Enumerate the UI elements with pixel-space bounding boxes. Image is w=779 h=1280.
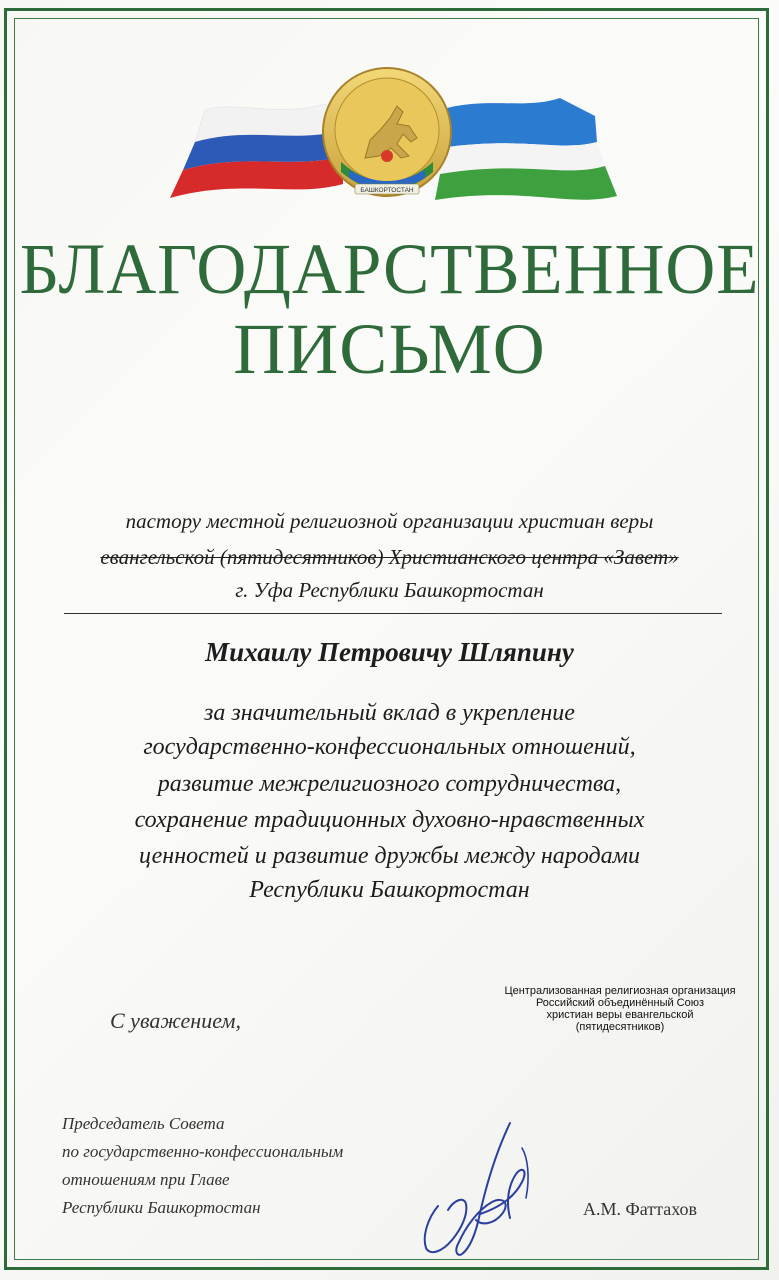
- merit-line-3: развитие межрелигиозного сотрудничества,: [157, 771, 622, 797]
- handwritten-signature: [418, 1118, 553, 1258]
- merit-line-2: государственно-конфессиональных отношений,: [143, 734, 636, 760]
- document-title-line1: БЛАГОДАРСТВЕННОЕ: [19, 229, 760, 309]
- recipient-position-line3: г. Уфа Республики Башкортостан: [235, 578, 544, 602]
- svg-text:БАШКОРТОСТАН: БАШКОРТОСТАН: [360, 187, 414, 194]
- merit-line-6: Республики Башкортостан: [249, 877, 530, 903]
- signer-title-line-4: Республики Башкортостан: [62, 1198, 261, 1217]
- bashkortostan-flag-icon: [435, 98, 617, 200]
- organization-note: [480, 985, 760, 1033]
- separator-line: [64, 613, 722, 614]
- signer-name: А.М. Фаттахов: [583, 1199, 698, 1219]
- organization-note-line-3: христиан веры евангельской: [546, 1009, 694, 1021]
- russia-flag-icon: [170, 104, 343, 198]
- merit-line-1: за значительный вклад в укрепление: [204, 700, 575, 726]
- signer-title-line-1: Председатель Совета: [62, 1114, 225, 1133]
- organization-note-line-2: Российский объединённый Союз: [535, 997, 705, 1009]
- recipient-position-line2: [0, 545, 779, 570]
- organization-note-line-1: Централизованная религиозная организация: [504, 985, 736, 997]
- closing-text: С уважением,: [110, 1008, 241, 1033]
- recipient-name: Михаилу Петровичу Шляпину: [205, 637, 574, 667]
- organization-note-line-4: (пятидесятников): [575, 1021, 665, 1033]
- document-title-line2: ПИСЬМО: [233, 309, 546, 389]
- signer-title-line-3: отношениям при Главе: [62, 1170, 230, 1189]
- bashkortostan-coat-of-arms-icon: [323, 68, 451, 196]
- merit-line-5: ценностей и развитие дружбы между народами: [139, 843, 640, 869]
- merit-line-4: сохранение традиционных духовно-нравственных: [134, 807, 645, 833]
- signer-title-line-2: по государственно-конфессиональным: [62, 1142, 344, 1161]
- recipient-position-line2-text: евангельской (пятидесятников) Христианского центра «Завет»: [100, 545, 679, 569]
- signer-title: [62, 1110, 343, 1222]
- recipient-position-line1: пастору местной религиозной организации христиан веры: [125, 509, 654, 533]
- emblem-header: [165, 60, 620, 210]
